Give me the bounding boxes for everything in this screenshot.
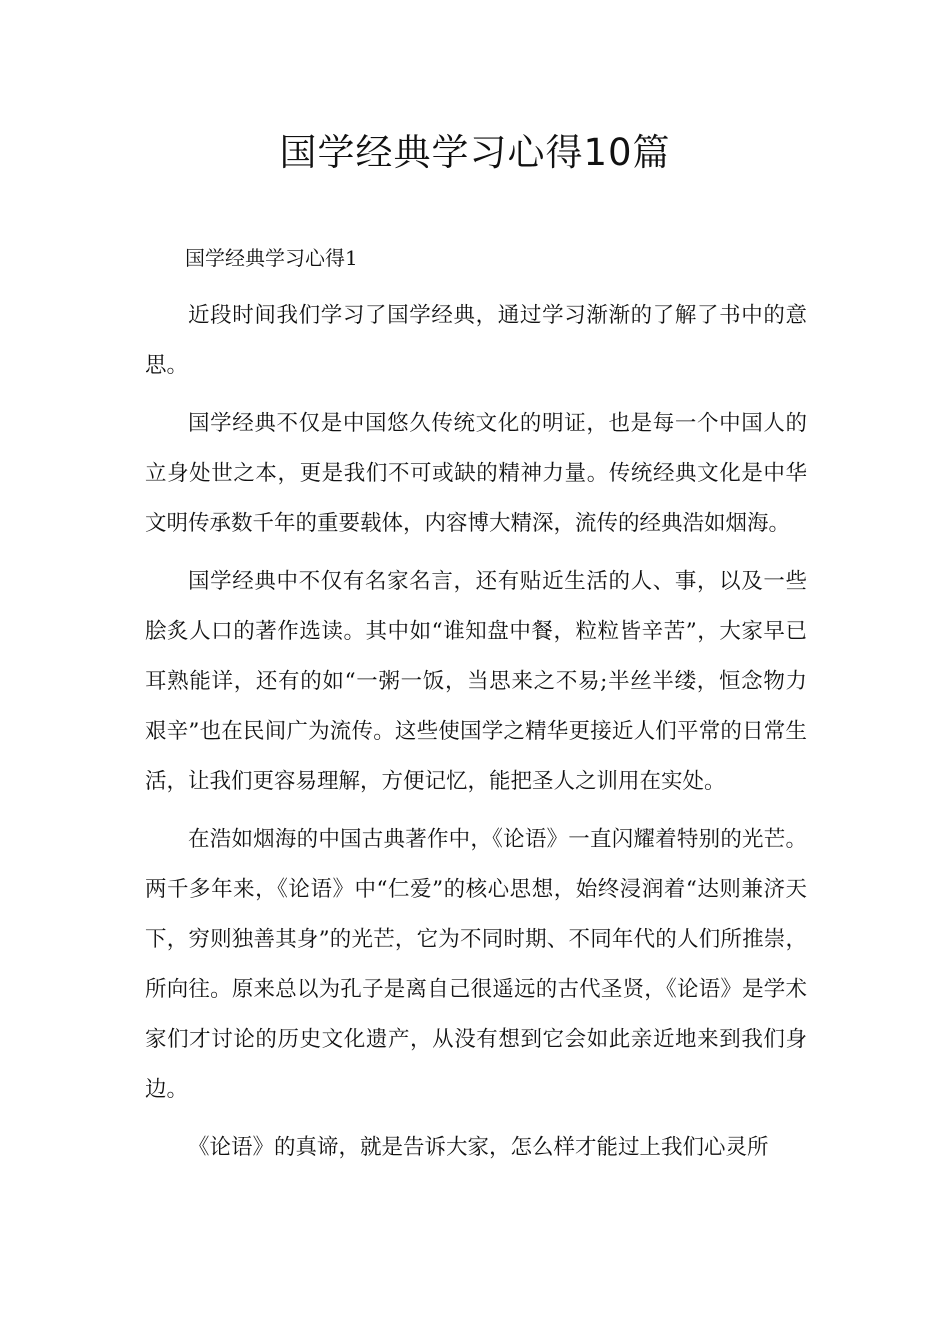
paragraph: 国学经典不仅是中国悠久传统文化的明证，也是每一个中国人的立身处世之本，更是我们不可或缺的精神力量。传统经典文化是中华文明传承数千年的重要载体，内容博大精深，流传的经典浩如烟海。 (145, 411, 807, 536)
paragraph: 近段时间我们学习了国学经典，通过学习渐渐的了解了书中的意思。 (145, 303, 807, 378)
section-heading: 国学经典学习心得1 (185, 246, 358, 270)
paragraph: 在浩如烟海的中国古典著作中，《论语》一直闪耀着特别的光芒。两千多年来，《论语》中“仁爱”的核心思想，始终浸润着“达则兼济天下，穷则独善其身”的光芒，它为不同时期、不同年代的人们所推崇，所向往。原来总以为孔子是离自己很遥远的古代圣贤，《论语》是学术家们才讨论的历史文化遗产，从没有想到它会如此亲近地来到我们身边。 (145, 827, 807, 1102)
document-body (145, 233, 807, 1173)
paragraph: 国学经典中不仅有名家名言，还有贴近生活的人、事，以及一些脍炙人口的著作选读。其中如“谁知盘中餐，粒粒皆辛苦”，大家早已耳熟能详，还有的如“一粥一饭，当思来之不易;半丝半缕，恒念物力艰辛”也在民间广为流传。这些使国学之精华更接近人们平常的日常生活，让我们更容易理解，方便记忆，能把圣人之训用在实处。 (145, 569, 807, 794)
paragraph: 《论语》的真谛，就是告诉大家，怎么样才能过上我们心灵所 (188, 1135, 769, 1160)
document-title: 国学经典学习心得10篇 (279, 131, 671, 174)
